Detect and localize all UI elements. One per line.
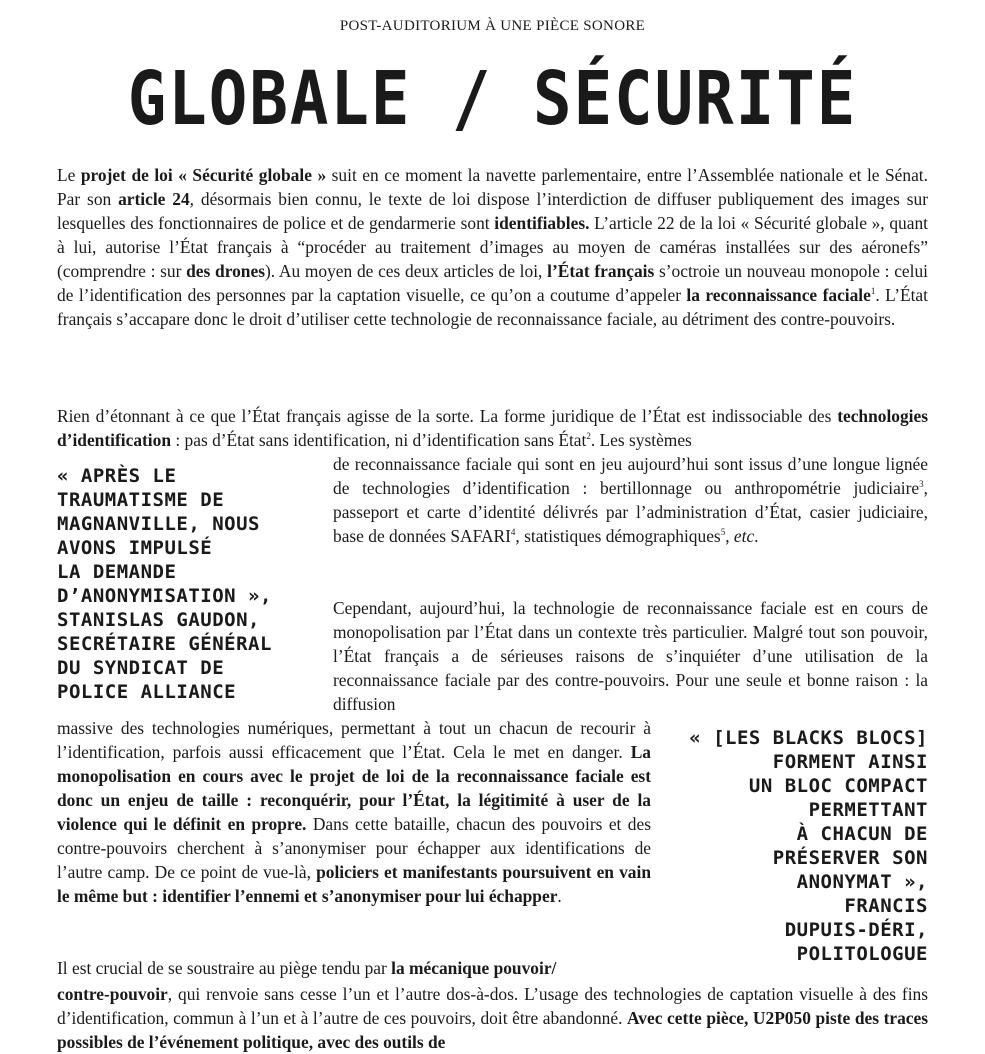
pull-quote-gaudon: « APRÈS LE TRAUMATISME DE MAGNANVILLE, NOUS AVONS IMPULSÉ LA DEMANDE D’ANONYMISATION », STANISLAS GAUDON, SECRÉTAIRE GÉNÉRAL DU SYNDICAT DE POLICE ALLIANCE xyxy=(57,465,272,703)
paragraph-identification-lead: Rien d’étonnant à ce que l’État français agisse de la sorte. La forme juridique de l’État est indissociable des technologies d’identification : pas d’État sans identification, ni d’identification sans État$^2$. Les systèmes xyxy=(57,406,928,450)
paragraph-conclusion-lead: Il est crucial de se soustraire au piège tendu par la mécanique pouvoir/ xyxy=(57,958,557,978)
page-title: GLOBALE / SÉCURITÉ xyxy=(127,57,858,143)
paragraph-identification-tech: de reconnaissance faciale qui sont en jeu aujourd’hui sont issus d’une longue lignée de technologies d’identification : bertillonnage ou anthropométrie judiciaire$^3$, passeport et carte d’identité délivrés par l’administration d’État, casier judiciaire, base de données SAFARI$^4$, statistiques démographiques$^5$, etc. xyxy=(333,454,928,546)
footnote-ref: 5 xyxy=(720,527,726,538)
paragraph-monopolisation-body: massive des technologies numériques, permettant à tout un chacun de recourir à l’identification, parfois aussi efficacement que l’État. Cela le met en danger. La monopolisation en cours avec le projet de loi de la reconnaissance faciale est donc un enjeu de taille : reconquérir, pour l’État, la légitimité à user de la violence qui le définit en propre. Dans cette bataille, chacun des pouvoirs et des contre-pouvoirs cherchent à s’anonymiser pour échapper aux identifications de l’autre camp. De ce point de vue-là, policiers et manifestants poursuivent en vain le même but : identifier l’ennemi et s’anonymiser pour lui échapper. xyxy=(57,718,651,906)
paragraph-monopolisation-lead: Cependant, aujourd’hui, la technologie de reconnaissance faciale est en cours de monopolisation par l’État dans un contexte très particulier. Malgré tout son pouvoir, l’État français a de sérieuses raisons de s’inquiéter d’une utilisation de la reconnaissance faciale par des contre-pouvoirs. Pour une seule et bonne raison : la diffusion xyxy=(333,598,928,714)
paragraph-intro: Le projet de loi « Sécurité globale » suit en ce moment la navette parlementaire, entre l’Assemblée nationale et le Sénat. Par son article 24, désormais bien connu, le texte de loi dispose l’interdiction de diffuser publiquement des images sur lesquelles des fonctionnaires de police et de gendarmerie sont identifiables. L’article 22 de la loi « Sécurité globale », quant à lui, autorise l’État français à “procéder au traitement d’images au moyen de caméras installées sur des aéronefs” (comprendre : sur des drones). Au moyen de ces deux articles de loi, l’État français s’octroie un nouveau monopole : celui de l’identification des personnes par la captation visuelle, ce qu’on a coutume d’appeler la reconnaissance faciale$^1$. L’État français s’accapare donc le droit d’utiliser cette technologie de reconnaissance faciale, au détriment des contre-pouvoirs. xyxy=(57,165,929,329)
footnote-ref: 1 xyxy=(870,286,876,297)
kicker: POST-AUDITORIUM À UNE PIÈCE SONORE xyxy=(339,18,646,34)
footnote-ref: 3 xyxy=(919,479,924,490)
footnote-ref: 2 xyxy=(586,431,591,442)
footnote-ref: 4 xyxy=(510,527,516,538)
pull-quote-dupuis-deri: « [LES BLACKS BLOCS] FORMENT AINSI UN BLOC COMPACT PERMETTANT À CHACUN DE PRÉSERVER SON ANONYMAT », FRANCIS DUPUIS-DÉRI, POLITOLOGUE xyxy=(689,727,928,965)
paragraph-conclusion-body: contre-pouvoir, qui renvoie sans cesse l’un et l’autre dos-à-dos. L’usage des technologies de captation visuelle à des fins d’identification, commun à l’un et à l’autre de ces pouvoirs, doit être abandonné. Avec cette pièce, U2P050 piste des traces possibles de l’événement politique, avec des outils de xyxy=(57,984,929,1052)
